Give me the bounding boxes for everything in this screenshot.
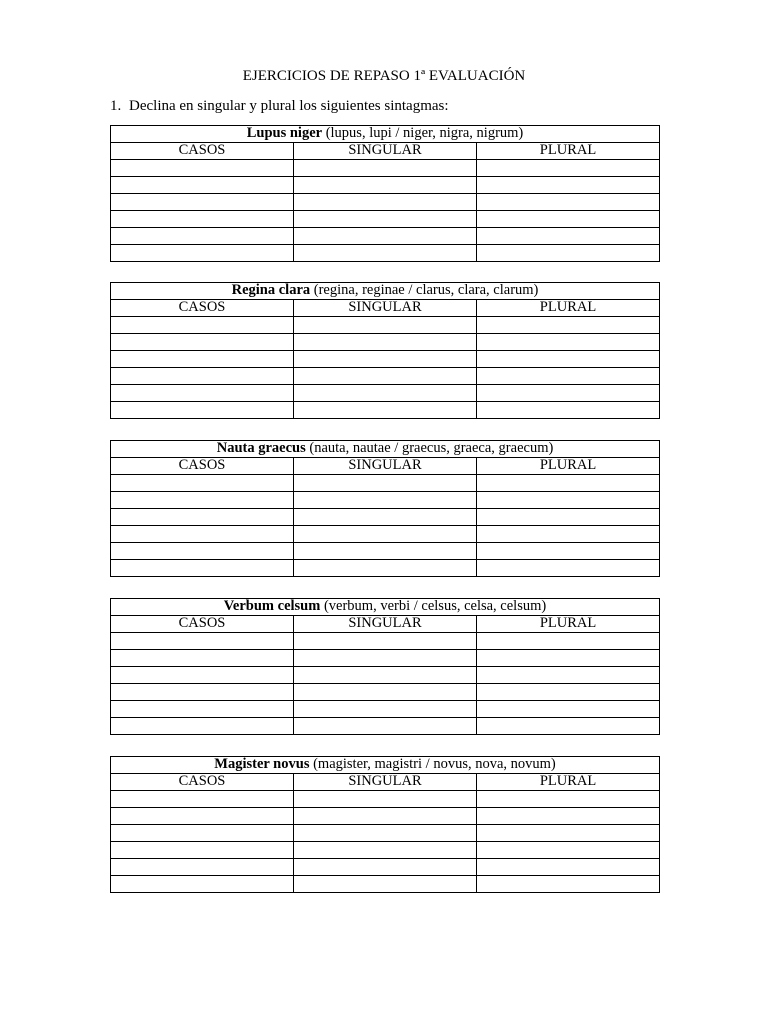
plural-cell[interactable] — [477, 667, 660, 684]
case-cell[interactable] — [111, 194, 294, 211]
phrase-forms: (verbum, verbi / celsus, celsa, celsum) — [323, 598, 547, 614]
singular-cell[interactable] — [294, 876, 477, 893]
phrase-forms: (nauta, nautae / graecus, graeca, graecum) — [309, 440, 554, 456]
col-plural: PLURAL — [477, 143, 660, 160]
exercise-text: Declina en singular y plural los siguientes sintagmas: — [129, 98, 449, 114]
plural-cell[interactable] — [477, 385, 660, 402]
table-header — [111, 599, 660, 616]
exercise-number: 1. — [110, 98, 122, 114]
table-header — [111, 441, 660, 458]
case-cell[interactable] — [111, 228, 294, 245]
table-row — [111, 402, 660, 419]
column-header-row — [111, 616, 660, 633]
singular-cell[interactable] — [294, 228, 477, 245]
plural-cell[interactable] — [477, 701, 660, 718]
plural-cell[interactable] — [477, 808, 660, 825]
table-row — [111, 876, 660, 893]
table-row — [111, 791, 660, 808]
singular-cell[interactable] — [294, 791, 477, 808]
singular-cell[interactable] — [294, 718, 477, 735]
plural-cell[interactable] — [477, 842, 660, 859]
phrase-label: Nauta graecus — [216, 440, 306, 456]
case-cell[interactable] — [111, 317, 294, 334]
singular-cell[interactable] — [294, 334, 477, 351]
phrase-label: Magister novus — [214, 756, 310, 772]
column-header-row — [111, 300, 660, 317]
column-header-row — [111, 143, 660, 160]
case-cell[interactable] — [111, 351, 294, 368]
phrase-forms: (lupus, lupi / niger, nigra, nigrum) — [325, 125, 524, 141]
col-plural: PLURAL — [477, 616, 660, 633]
singular-cell[interactable] — [294, 177, 477, 194]
col-casos: CASOS — [111, 774, 294, 791]
singular-cell[interactable] — [294, 526, 477, 543]
case-cell[interactable] — [111, 509, 294, 526]
singular-cell[interactable] — [294, 633, 477, 650]
singular-cell[interactable] — [294, 859, 477, 876]
declension-table-verbum-celsum — [110, 598, 660, 735]
case-cell[interactable] — [111, 650, 294, 667]
plural-cell[interactable] — [477, 351, 660, 368]
table-row — [111, 385, 660, 402]
plural-cell[interactable] — [477, 859, 660, 876]
table-header — [111, 126, 660, 143]
col-singular: SINGULAR — [294, 616, 477, 633]
col-plural: PLURAL — [477, 458, 660, 475]
col-casos: CASOS — [111, 143, 294, 160]
col-singular: SINGULAR — [294, 143, 477, 160]
singular-cell[interactable] — [294, 825, 477, 842]
plural-cell[interactable] — [477, 211, 660, 228]
case-cell[interactable] — [111, 177, 294, 194]
plural-cell[interactable] — [477, 402, 660, 419]
table-row — [111, 684, 660, 701]
singular-cell[interactable] — [294, 245, 477, 262]
table-row — [111, 825, 660, 842]
case-cell[interactable] — [111, 859, 294, 876]
case-cell[interactable] — [111, 492, 294, 509]
singular-cell[interactable] — [294, 194, 477, 211]
col-singular: SINGULAR — [294, 300, 477, 317]
singular-cell[interactable] — [294, 684, 477, 701]
table-row — [111, 633, 660, 650]
table-row — [111, 317, 660, 334]
table-row — [111, 808, 660, 825]
declension-table-magister-novus — [110, 756, 660, 893]
case-cell[interactable] — [111, 334, 294, 351]
plural-cell[interactable] — [477, 334, 660, 351]
case-cell[interactable] — [111, 211, 294, 228]
case-cell[interactable] — [111, 667, 294, 684]
table-row — [111, 228, 660, 245]
declension-table-lupus-niger — [110, 125, 660, 262]
document-title: EJERCICIOS DE REPASO 1ª EVALUACIÓN — [242, 68, 526, 84]
case-cell[interactable] — [111, 526, 294, 543]
case-cell[interactable] — [111, 825, 294, 842]
phrase-label: Lupus niger — [246, 125, 323, 141]
singular-cell[interactable] — [294, 667, 477, 684]
case-cell[interactable] — [111, 475, 294, 492]
table-row — [111, 475, 660, 492]
table-row — [111, 718, 660, 735]
table-row — [111, 650, 660, 667]
case-cell[interactable] — [111, 808, 294, 825]
table-header — [111, 283, 660, 300]
table-row — [111, 177, 660, 194]
table-row — [111, 211, 660, 228]
plural-cell[interactable] — [477, 825, 660, 842]
singular-cell[interactable] — [294, 650, 477, 667]
plural-cell[interactable] — [477, 228, 660, 245]
table-row — [111, 667, 660, 684]
table-row — [111, 351, 660, 368]
column-header-row — [111, 774, 660, 791]
table-row — [111, 194, 660, 211]
table-row — [111, 509, 660, 526]
plural-cell[interactable] — [477, 560, 660, 577]
case-cell[interactable] — [111, 368, 294, 385]
plural-cell[interactable] — [477, 317, 660, 334]
case-cell[interactable] — [111, 701, 294, 718]
singular-cell[interactable] — [294, 842, 477, 859]
case-cell[interactable] — [111, 543, 294, 560]
table-row — [111, 859, 660, 876]
phrase-forms: (magister, magistri / novus, nova, novum) — [313, 756, 556, 772]
plural-cell[interactable] — [477, 650, 660, 667]
phrase-label: Verbum celsum — [223, 598, 321, 614]
table-row — [111, 560, 660, 577]
plural-cell[interactable] — [477, 791, 660, 808]
table-header — [111, 757, 660, 774]
phrase-label: Regina clara — [231, 282, 311, 298]
exercise-instruction — [110, 97, 449, 115]
case-cell[interactable] — [111, 245, 294, 262]
plural-cell[interactable] — [477, 475, 660, 492]
singular-cell[interactable] — [294, 492, 477, 509]
table-row — [111, 368, 660, 385]
singular-cell[interactable] — [294, 368, 477, 385]
table-row — [111, 526, 660, 543]
case-cell[interactable] — [111, 385, 294, 402]
singular-cell[interactable] — [294, 509, 477, 526]
plural-cell[interactable] — [477, 177, 660, 194]
plural-cell[interactable] — [477, 718, 660, 735]
col-singular: SINGULAR — [294, 458, 477, 475]
phrase-forms: (regina, reginae / clarus, clara, clarum) — [313, 282, 539, 298]
declension-table-regina-clara — [110, 282, 660, 419]
col-casos: CASOS — [111, 458, 294, 475]
plural-cell[interactable] — [477, 684, 660, 701]
col-plural: PLURAL — [477, 300, 660, 317]
plural-cell[interactable] — [477, 368, 660, 385]
col-singular: SINGULAR — [294, 774, 477, 791]
plural-cell[interactable] — [477, 160, 660, 177]
declension-table-nauta-graecus — [110, 440, 660, 577]
singular-cell[interactable] — [294, 560, 477, 577]
singular-cell[interactable] — [294, 475, 477, 492]
singular-cell[interactable] — [294, 543, 477, 560]
case-cell[interactable] — [111, 791, 294, 808]
plural-cell[interactable] — [477, 492, 660, 509]
case-cell[interactable] — [111, 402, 294, 419]
col-plural: PLURAL — [477, 774, 660, 791]
table-row — [111, 701, 660, 718]
table-row — [111, 160, 660, 177]
table-row — [111, 334, 660, 351]
plural-cell[interactable] — [477, 526, 660, 543]
plural-cell[interactable] — [477, 194, 660, 211]
singular-cell[interactable] — [294, 160, 477, 177]
case-cell[interactable] — [111, 876, 294, 893]
plural-cell[interactable] — [477, 509, 660, 526]
column-header-row — [111, 458, 660, 475]
singular-cell[interactable] — [294, 808, 477, 825]
table-row — [111, 245, 660, 262]
plural-cell[interactable] — [477, 245, 660, 262]
singular-cell[interactable] — [294, 317, 477, 334]
case-cell[interactable] — [111, 684, 294, 701]
table-row — [111, 842, 660, 859]
col-casos: CASOS — [111, 616, 294, 633]
table-row — [111, 543, 660, 560]
col-casos: CASOS — [111, 300, 294, 317]
plural-cell[interactable] — [477, 633, 660, 650]
singular-cell[interactable] — [294, 385, 477, 402]
plural-cell[interactable] — [477, 543, 660, 560]
singular-cell[interactable] — [294, 211, 477, 228]
case-cell[interactable] — [111, 633, 294, 650]
plural-cell[interactable] — [477, 876, 660, 893]
case-cell[interactable] — [111, 842, 294, 859]
singular-cell[interactable] — [294, 351, 477, 368]
table-row — [111, 492, 660, 509]
case-cell[interactable] — [111, 160, 294, 177]
case-cell[interactable] — [111, 560, 294, 577]
singular-cell[interactable] — [294, 701, 477, 718]
singular-cell[interactable] — [294, 402, 477, 419]
case-cell[interactable] — [111, 718, 294, 735]
